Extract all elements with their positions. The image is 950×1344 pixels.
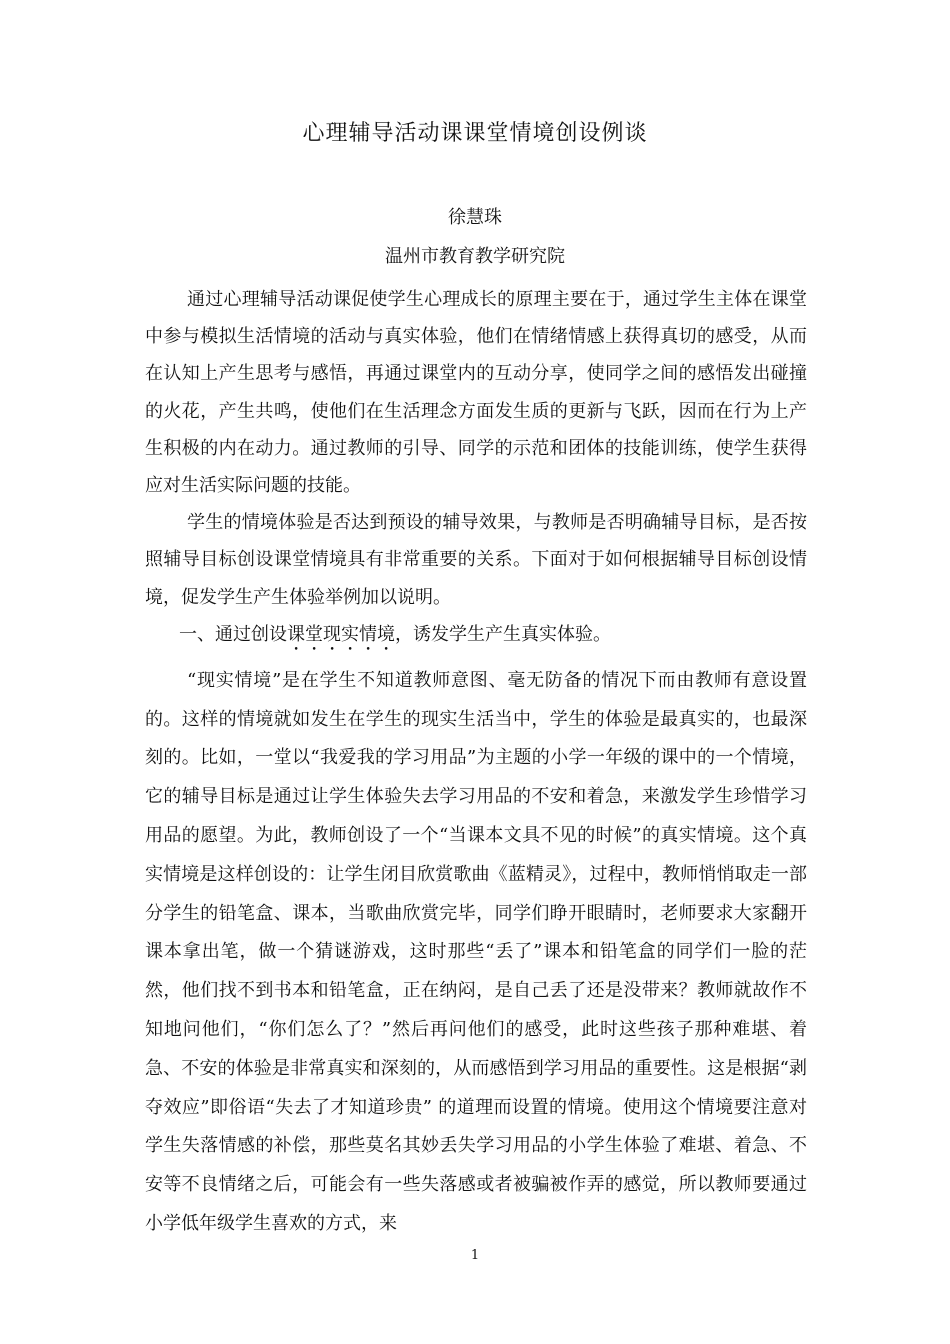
section-heading-prefix: 一、通过创设 [179,623,287,645]
section-heading-1 [145,616,807,655]
section-heading-emphasis: 课堂现实情境 [287,623,395,645]
document-body [145,281,807,1244]
paragraph-intro: 通过心理辅导活动课促使学生心理成长的原理主要在于，通过学生主体在课堂中参与模拟生活情境的活动与真实体验，他们在情绪情感上获得真切的感受，从而在认知上产生思考与感悟，再通过课堂内的互动分享，使同学之间的感悟发出碰撞的火花，产生共鸣，使他们在生活理念方面发生质的更新与飞跃，因而在行为上产生积极的内在动力。通过教师的引导、同学的示范和团体的技能训练，使学生获得应对生活实际问题的技能。 [145,289,807,497]
document-title: 心理辅导活动课课堂情境创设例谈 [302,121,648,146]
author-name: 徐慧珠 [448,207,502,228]
author-affiliation: 温州市教育教学研究院 [385,246,565,267]
paragraph-real-situation: “现实情境”是在学生不知道教师意图、毫无防备的情况下而由教师有意设置的。这样的情境就如发生在学生的现实生活当中，学生的体验是最真实的，也最深刻的。比如，一堂以“我爱我的学习用品”为主题的小学一年级的课中的一个情境，它的辅导目标是通过让学生体验失去学习用品的不安和着急，来激发学生珍惜学习用品的愿望。为此，教师创设了一个“当课本文具不见的时候”的真实情境。这个真实情境是这样创设的：让学生闭目欣赏歌曲《蓝精灵》，过程中，教师悄悄取走一部分学生的铅笔盒、课本，当歌曲欣赏完毕，同学们睁开眼睛时，老师要求大家翻开课本拿出笔，做一个猜谜游戏，这时那些“丢了”课本和铅笔盒的同学们一脸的茫然，他们找不到书本和铅笔盒，正在纳闷，是自己丢了还是没带来？教师就故作不知地问他们，“你们怎么了？”然后再问他们的感受，此时这些孩子那种难堪、着急、不安的体验是非常真实和深刻的，从而感悟到学习用品的重要性。这是根据“剥夺效应”即俗语“失去了才知道珍贵” 的道理而设置的情境。使用这个情境要注意对学生失落情感的补偿，那些莫名其妙丢失学习用品的小学生体验了难堪、着急、不安等不良情绪之后，可能会有一些失落感或者被骗被作弄的感觉，所以教师要通过小学低年级学生喜欢的方式，来 [145,669,807,1234]
paragraph-purpose: 学生的情境体验是否达到预设的辅导效果，与教师是否明确辅导目标，是否按照辅导目标创设课堂情境具有非常重要的关系。下面对于如何根据辅导目标创设情境，促发学生产生体验举例加以说明。 [145,512,807,608]
page-number: 1 [470,1248,480,1263]
section-heading-suffix: ，诱发学生产生真实体验。 [395,623,611,645]
